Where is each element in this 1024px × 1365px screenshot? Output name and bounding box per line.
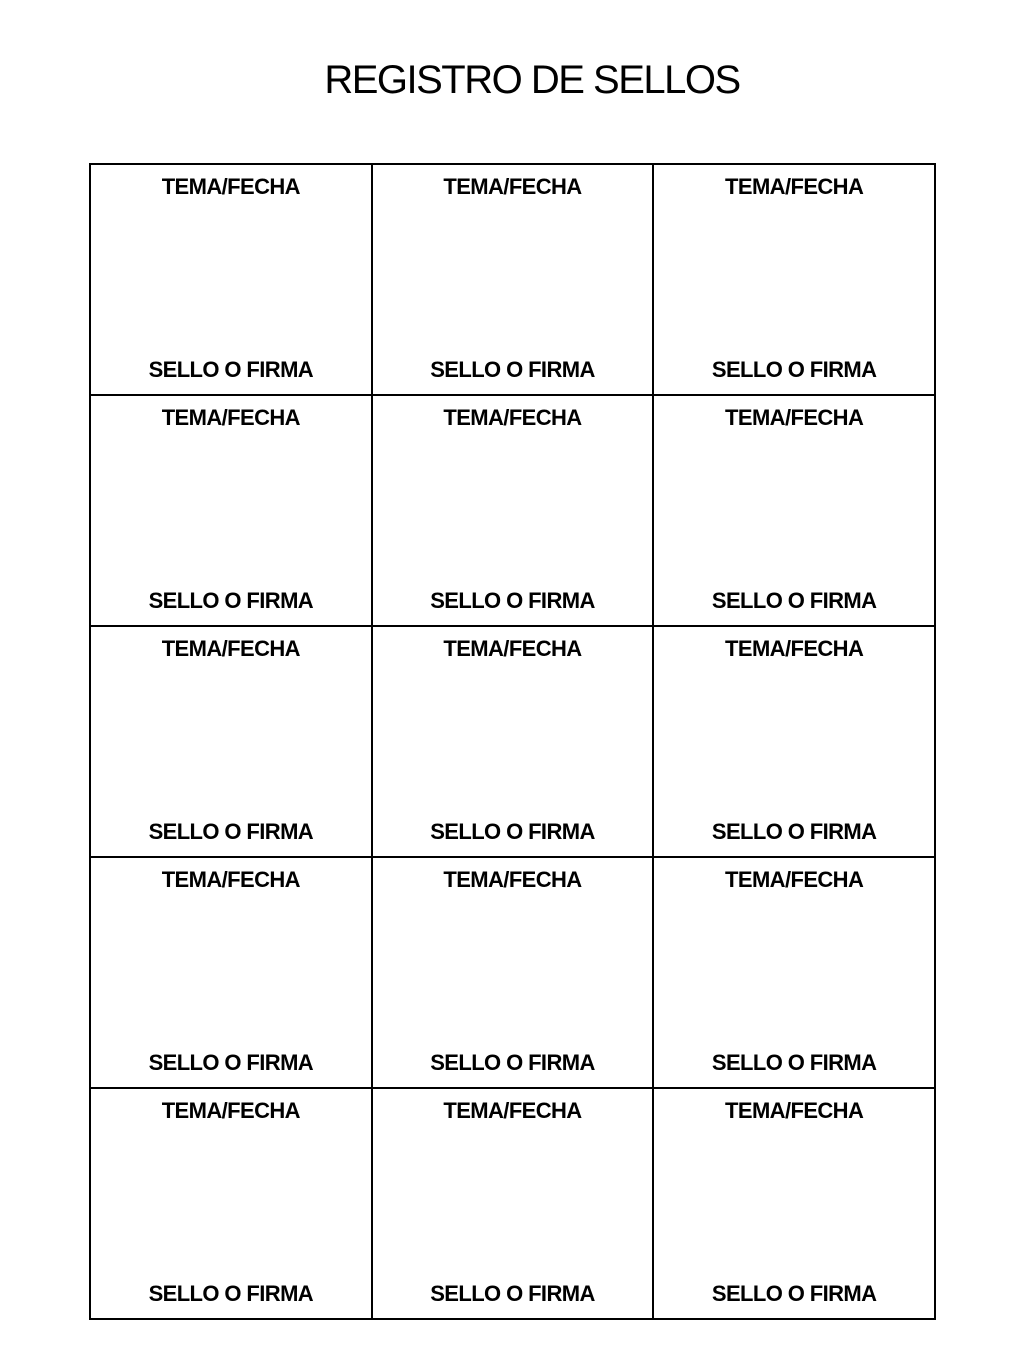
topic-date-label: TEMA/FECHA [161, 867, 300, 892]
grid-row [90, 1088, 935, 1319]
stamp-cell[interactable] [653, 164, 935, 395]
topic-date-label: TEMA/FECHA [443, 405, 582, 430]
grid-row [90, 395, 935, 626]
topic-date-label: TEMA/FECHA [725, 636, 864, 661]
grid-row [90, 626, 935, 857]
topic-date-label: TEMA/FECHA [725, 1098, 864, 1123]
topic-date-label: TEMA/FECHA [443, 174, 582, 199]
topic-date-label: TEMA/FECHA [443, 867, 582, 892]
stamp-cell[interactable] [372, 857, 654, 1088]
topic-date-label: TEMA/FECHA [443, 636, 582, 661]
stamp-cell[interactable] [653, 1088, 935, 1319]
stamp-cell[interactable] [372, 626, 654, 857]
topic-date-label: TEMA/FECHA [161, 1098, 300, 1123]
grid-row [90, 164, 935, 395]
stamp-signature-label: SELLO O FIRMA [148, 588, 314, 613]
topic-date-label: TEMA/FECHA [161, 405, 300, 430]
stamp-signature-label: SELLO O FIRMA [148, 357, 314, 382]
stamp-cell[interactable] [90, 164, 372, 395]
stamp-cell[interactable] [372, 395, 654, 626]
stamp-signature-label: SELLO O FIRMA [148, 1281, 314, 1306]
stamp-signature-label: SELLO O FIRMA [430, 819, 595, 844]
stamp-signature-label: SELLO O FIRMA [148, 1050, 314, 1075]
grid-row [90, 857, 935, 1088]
stamp-signature-label: SELLO O FIRMA [430, 1281, 595, 1306]
stamp-cell[interactable] [90, 857, 372, 1088]
topic-date-label: TEMA/FECHA [725, 405, 864, 430]
stamp-cell[interactable] [653, 395, 935, 626]
stamp-signature-label: SELLO O FIRMA [430, 357, 595, 382]
stamp-signature-label: SELLO O FIRMA [711, 1281, 877, 1306]
topic-date-label: TEMA/FECHA [443, 1098, 582, 1123]
topic-date-label: TEMA/FECHA [725, 174, 864, 199]
stamp-signature-label: SELLO O FIRMA [711, 819, 877, 844]
stamp-cell[interactable] [372, 164, 654, 395]
stamp-signature-label: SELLO O FIRMA [711, 357, 877, 382]
stamp-cell[interactable] [653, 857, 935, 1088]
stamp-cell[interactable] [90, 626, 372, 857]
stamp-cell[interactable] [653, 626, 935, 857]
stamp-cell[interactable] [90, 1088, 372, 1319]
stamp-signature-label: SELLO O FIRMA [711, 588, 877, 613]
topic-date-label: TEMA/FECHA [161, 174, 300, 199]
stamp-signature-label: SELLO O FIRMA [711, 1050, 877, 1075]
stamp-signature-label: SELLO O FIRMA [430, 1050, 595, 1075]
stamp-signature-label: SELLO O FIRMA [430, 588, 595, 613]
stamp-cell[interactable] [372, 1088, 654, 1319]
topic-date-label: TEMA/FECHA [725, 867, 864, 892]
page-title: REGISTRO DE SELLOS [324, 58, 740, 102]
stamp-grid [89, 163, 936, 1320]
topic-date-label: TEMA/FECHA [161, 636, 300, 661]
stamp-signature-label: SELLO O FIRMA [148, 819, 314, 844]
stamp-cell[interactable] [90, 395, 372, 626]
